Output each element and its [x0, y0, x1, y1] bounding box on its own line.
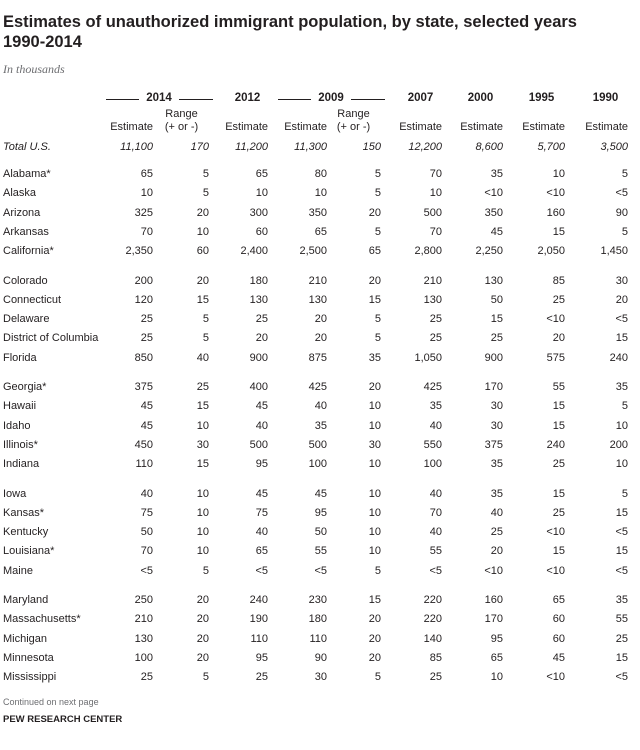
- table-cell: 350: [308, 207, 327, 219]
- table-cell: 20: [490, 545, 503, 557]
- state-label: Alabama*: [3, 168, 51, 180]
- table-cell: 110: [250, 633, 268, 645]
- table-cell: 15: [196, 400, 209, 412]
- table-cell: 50: [490, 294, 503, 306]
- table-cell: 25: [615, 633, 628, 645]
- table-cell: 10: [552, 168, 565, 180]
- total-row-label: Total U.S.: [3, 141, 51, 153]
- table-cell: 65: [255, 168, 268, 180]
- table-cell: 35: [490, 488, 503, 500]
- table-cell: 130: [423, 294, 442, 306]
- table-cell: 70: [429, 168, 442, 180]
- table-cell: 210: [134, 613, 153, 625]
- table-cell: 25: [552, 507, 565, 519]
- table-cell: 15: [615, 652, 628, 664]
- table-cell: <10: [546, 671, 565, 683]
- state-label: Massachusetts*: [3, 613, 81, 625]
- table-cell: 25: [552, 458, 565, 470]
- table-cell: 15: [552, 420, 565, 432]
- table-cell: 55: [429, 545, 442, 557]
- table-cell: 900: [249, 352, 268, 364]
- table-cell: 90: [314, 652, 327, 664]
- table-cell: 40: [429, 488, 442, 500]
- table-cell: 500: [423, 207, 442, 219]
- table-cell: 20: [196, 652, 209, 664]
- table-cell: 2,400: [240, 245, 268, 257]
- total-cell: 170: [190, 141, 209, 153]
- table-cell: <5: [255, 565, 268, 577]
- table-cell: 95: [314, 507, 327, 519]
- table-cell: <10: [546, 187, 565, 199]
- table-cell: 60: [196, 245, 209, 257]
- table-cell: 130: [308, 294, 327, 306]
- table-cell: 95: [255, 652, 268, 664]
- table-cell: <10: [484, 187, 503, 199]
- table-cell: <5: [615, 526, 628, 538]
- table-cell: 250: [134, 594, 153, 606]
- table-cell: 85: [429, 652, 442, 664]
- table-cell: 20: [368, 613, 381, 625]
- table-cell: 10: [196, 420, 209, 432]
- table-cell: 375: [484, 439, 503, 451]
- table-cell: 50: [314, 526, 327, 538]
- table-cell: 15: [196, 458, 209, 470]
- table-cell: 5: [374, 332, 381, 344]
- table-cell: 1,050: [414, 352, 442, 364]
- state-label: Kansas*: [3, 507, 44, 519]
- table-cell: 450: [134, 439, 153, 451]
- table-cell: 25: [196, 381, 209, 393]
- table-cell: 85: [552, 275, 565, 287]
- table-cell: 45: [490, 226, 503, 238]
- table-cell: 15: [552, 226, 565, 238]
- state-label: Maine: [3, 565, 33, 577]
- state-label: Arkansas: [3, 226, 49, 238]
- table-cell: 5: [621, 400, 628, 412]
- table-cell: 70: [429, 507, 442, 519]
- table-cell: 10: [196, 545, 209, 557]
- table-cell: 100: [134, 652, 153, 664]
- table-cell: 220: [423, 613, 442, 625]
- table-cell: 575: [546, 352, 565, 364]
- table-cell: 120: [134, 294, 153, 306]
- table-cell: <5: [140, 565, 153, 577]
- continued-note: Continued on next page: [3, 697, 99, 707]
- table-cell: 40: [429, 526, 442, 538]
- column-header-range-1-sub: (+ or -): [164, 121, 199, 133]
- state-label: Delaware: [3, 313, 50, 325]
- total-cell: 11,100: [120, 141, 153, 153]
- table-cell: 10: [429, 187, 442, 199]
- source-label: PEW RESEARCH CENTER: [3, 714, 123, 725]
- table-cell: 20: [196, 613, 209, 625]
- state-label: Connecticut: [3, 294, 62, 306]
- table-cell: 25: [429, 313, 442, 325]
- table-cell: 210: [423, 275, 442, 287]
- table-cell: 2,050: [537, 245, 565, 257]
- column-header-range-1: Range: [165, 108, 198, 120]
- table-cell: 20: [615, 294, 628, 306]
- total-cell: 5,700: [537, 141, 565, 153]
- table-cell: 500: [308, 439, 327, 451]
- table-cell: 5: [621, 168, 628, 180]
- table-cell: 40: [429, 420, 442, 432]
- table-cell: 45: [314, 488, 327, 500]
- table-cell: 50: [140, 526, 153, 538]
- table-cell: 70: [140, 226, 153, 238]
- table-cell: 5: [202, 313, 209, 325]
- table-cell: 40: [140, 488, 153, 500]
- table-cell: <5: [314, 565, 327, 577]
- table-cell: 190: [249, 613, 268, 625]
- table-cell: 10: [196, 488, 209, 500]
- table-cell: <5: [615, 671, 628, 683]
- table-cell: 55: [552, 381, 565, 393]
- table-cell: 30: [368, 439, 381, 451]
- table-cell: 20: [368, 652, 381, 664]
- state-label: Maryland: [3, 594, 49, 606]
- table-cell: 45: [140, 420, 153, 432]
- table-cell: 25: [255, 671, 268, 683]
- column-header-estimate-0: Estimate: [110, 121, 153, 133]
- year-header-2007: 2007: [407, 92, 434, 104]
- table-cell: 5: [374, 168, 381, 180]
- table-cell: 210: [308, 275, 327, 287]
- table-cell: 10: [615, 458, 628, 470]
- table-cell: <5: [615, 565, 628, 577]
- table-cell: 200: [134, 275, 153, 287]
- table-cell: 15: [490, 313, 503, 325]
- table-cell: 20: [255, 332, 268, 344]
- table-cell: 850: [134, 352, 153, 364]
- table-cell: 20: [196, 633, 209, 645]
- table-cell: 25: [140, 671, 153, 683]
- state-label: Florida: [3, 352, 37, 364]
- table-cell: 900: [484, 352, 503, 364]
- table-cell: 90: [615, 207, 628, 219]
- table-cell: 240: [546, 439, 565, 451]
- table-cell: 20: [368, 381, 381, 393]
- table-cell: 35: [368, 352, 381, 364]
- table-cell: 25: [552, 294, 565, 306]
- table-cell: 20: [314, 332, 327, 344]
- table-cell: 30: [314, 671, 327, 683]
- table-cell: 45: [255, 488, 268, 500]
- table-cell: 10: [368, 507, 381, 519]
- table-cell: 110: [135, 458, 153, 470]
- total-cell: 8,600: [475, 141, 503, 153]
- table-cell: 20: [552, 332, 565, 344]
- table-cell: 20: [314, 313, 327, 325]
- year-header-2012: 2012: [234, 92, 261, 104]
- table-cell: 10: [140, 187, 153, 199]
- table-cell: <10: [484, 565, 503, 577]
- state-label: Indiana: [3, 458, 40, 470]
- table-cell: 35: [615, 381, 628, 393]
- table-cell: 15: [552, 488, 565, 500]
- total-cell: 12,200: [408, 141, 442, 153]
- state-label: Colorado: [3, 275, 48, 287]
- table-cell: 875: [308, 352, 327, 364]
- table-cell: 5: [374, 313, 381, 325]
- table-cell: 10: [368, 526, 381, 538]
- table-cell: 55: [615, 613, 628, 625]
- state-label: Iowa: [3, 488, 27, 500]
- table-cell: 220: [423, 594, 442, 606]
- table-cell: 40: [196, 352, 209, 364]
- table-cell: 180: [249, 275, 268, 287]
- table-cell: 70: [140, 545, 153, 557]
- table-cell: 30: [490, 420, 503, 432]
- table-cell: 5: [374, 671, 381, 683]
- table-cell: 10: [490, 671, 503, 683]
- state-label: Arizona: [3, 207, 41, 219]
- table-cell: 40: [490, 507, 503, 519]
- total-cell: 11,200: [235, 141, 268, 153]
- table-cell: 55: [314, 545, 327, 557]
- column-header-estimate-2: Estimate: [225, 121, 268, 133]
- table-cell: 5: [374, 226, 381, 238]
- year-header-2009: 2009: [311, 92, 351, 105]
- table-cell: 70: [429, 226, 442, 238]
- table-cell: 15: [615, 507, 628, 519]
- table-cell: <10: [546, 565, 565, 577]
- table-cell: 2,800: [414, 245, 442, 257]
- column-header-estimate-5: Estimate: [399, 121, 442, 133]
- table-cell: 400: [249, 381, 268, 393]
- table-cell: 15: [196, 294, 209, 306]
- table-cell: 550: [423, 439, 442, 451]
- table-cell: 170: [484, 613, 503, 625]
- year-header-1995: 1995: [528, 92, 555, 104]
- table-title: Estimates of unauthorized immigrant population, by state, selected years 1990-2014: [3, 13, 577, 51]
- table-cell: <5: [615, 313, 628, 325]
- table-cell: 20: [196, 275, 209, 287]
- table-cell: 160: [546, 207, 565, 219]
- table-cell: 100: [308, 458, 327, 470]
- table-cell: 425: [308, 381, 327, 393]
- state-label: Kentucky: [3, 526, 49, 538]
- column-header-estimate-6: Estimate: [460, 121, 503, 133]
- table-cell: 15: [552, 400, 565, 412]
- table-cell: 40: [255, 526, 268, 538]
- state-label: Georgia*: [3, 381, 47, 393]
- table-cell: 10: [255, 187, 268, 199]
- table-cell: 25: [140, 332, 153, 344]
- table-cell: 60: [255, 226, 268, 238]
- table-cell: 20: [368, 275, 381, 287]
- table-cell: 140: [423, 633, 442, 645]
- column-header-estimate-3: Estimate: [284, 121, 327, 133]
- table-cell: 25: [490, 526, 503, 538]
- table-cell: 5: [374, 565, 381, 577]
- table-cell: 15: [615, 545, 628, 557]
- state-label: Louisiana*: [3, 545, 55, 557]
- table-cell: 10: [196, 526, 209, 538]
- table-cell: <5: [615, 187, 628, 199]
- table-cell: 5: [202, 565, 209, 577]
- table-cell: 40: [255, 420, 268, 432]
- total-cell: 11,300: [294, 141, 327, 153]
- table-cell: 10: [368, 488, 381, 500]
- table-cell: 5: [621, 488, 628, 500]
- table-cell: 15: [368, 594, 381, 606]
- table-cell: 10: [368, 420, 381, 432]
- table-cell: 350: [484, 207, 503, 219]
- column-header-estimate-8: Estimate: [585, 121, 628, 133]
- table-cell: <10: [546, 313, 565, 325]
- table-cell: 375: [134, 381, 153, 393]
- table-cell: 35: [490, 458, 503, 470]
- table-cell: 60: [552, 633, 565, 645]
- table-cell: 45: [255, 400, 268, 412]
- table-cell: 45: [552, 652, 565, 664]
- table-cell: 130: [134, 633, 153, 645]
- table-cell: 95: [255, 458, 268, 470]
- table-cell: 240: [609, 352, 628, 364]
- table-cell: 10: [368, 458, 381, 470]
- table-cell: 130: [249, 294, 268, 306]
- table-cell: 200: [609, 439, 628, 451]
- column-header-estimate-7: Estimate: [522, 121, 565, 133]
- table-cell: 130: [484, 275, 503, 287]
- table-cell: 425: [423, 381, 442, 393]
- table-cell: 65: [552, 594, 565, 606]
- table-cell: 65: [140, 168, 153, 180]
- table-cell: 10: [314, 187, 327, 199]
- table-cell: 35: [314, 420, 327, 432]
- table-cell: 10: [615, 420, 628, 432]
- table-cell: 1,450: [600, 245, 628, 257]
- year-header-2000: 2000: [467, 92, 494, 104]
- table-cell: 75: [255, 507, 268, 519]
- table-cell: 30: [196, 439, 209, 451]
- table-cell: 30: [490, 400, 503, 412]
- table-cell: 170: [484, 381, 503, 393]
- year-header-2014: 2014: [139, 92, 179, 105]
- table-cell: 30: [615, 275, 628, 287]
- table-cell: 60: [552, 613, 565, 625]
- table-cell: 10: [196, 507, 209, 519]
- table-cell: 65: [314, 226, 327, 238]
- table-cell: 10: [368, 400, 381, 412]
- table-cell: 110: [309, 633, 327, 645]
- table-cell: 500: [249, 439, 268, 451]
- table-cell: 25: [255, 313, 268, 325]
- table-cell: <5: [429, 565, 442, 577]
- table-cell: 15: [615, 332, 628, 344]
- table-cell: 5: [202, 187, 209, 199]
- total-cell: 150: [362, 141, 381, 153]
- table-cell: 160: [484, 594, 503, 606]
- state-label: Alaska: [3, 187, 37, 199]
- table-cell: 25: [429, 332, 442, 344]
- table-cell: 15: [552, 545, 565, 557]
- table-cell: 10: [368, 545, 381, 557]
- column-header-range-4: Range: [337, 108, 370, 120]
- state-label: Illinois*: [3, 439, 38, 451]
- state-label: Mississippi: [3, 671, 57, 683]
- table-cell: 300: [249, 207, 268, 219]
- table-cell: 75: [140, 507, 153, 519]
- table-cell: 20: [196, 207, 209, 219]
- table-cell: 80: [314, 168, 327, 180]
- table-cell: 45: [140, 400, 153, 412]
- state-label: Hawaii: [3, 400, 37, 412]
- table-cell: 20: [368, 207, 381, 219]
- table-cell: 5: [202, 332, 209, 344]
- table-cell: 2,350: [125, 245, 153, 257]
- table-cell: 5: [202, 168, 209, 180]
- state-label: Minnesota: [3, 652, 54, 664]
- table-cell: 100: [423, 458, 442, 470]
- state-label: Michigan: [3, 633, 48, 645]
- table-cell: 65: [255, 545, 268, 557]
- table-cell: 2,250: [475, 245, 503, 257]
- table-cell: 240: [249, 594, 268, 606]
- state-label: District of Columbia: [3, 332, 99, 344]
- table-cell: 25: [140, 313, 153, 325]
- state-label: California*: [3, 245, 54, 257]
- table-cell: 325: [134, 207, 153, 219]
- table-cell: 95: [490, 633, 503, 645]
- table-cell: 5: [621, 226, 628, 238]
- table-cell: 20: [368, 633, 381, 645]
- table-cell: 35: [490, 168, 503, 180]
- table-cell: 35: [429, 400, 442, 412]
- table-cell: 65: [368, 245, 381, 257]
- table-cell: <10: [546, 526, 565, 538]
- table-cell: 40: [314, 400, 327, 412]
- table-cell: 10: [196, 226, 209, 238]
- table-cell: 2,500: [299, 245, 327, 257]
- table-cell: 5: [374, 187, 381, 199]
- table-cell: 180: [308, 613, 327, 625]
- table-cell: 230: [308, 594, 327, 606]
- table-cell: 5: [202, 671, 209, 683]
- state-label: Idaho: [3, 420, 31, 432]
- table-cell: 35: [615, 594, 628, 606]
- table-cell: 15: [368, 294, 381, 306]
- table-cell: 20: [196, 594, 209, 606]
- column-header-range-4-sub: (+ or -): [336, 121, 371, 133]
- table-cell: 65: [490, 652, 503, 664]
- total-cell: 3,500: [600, 141, 628, 153]
- table-cell: 25: [429, 671, 442, 683]
- table-subtitle: In thousands: [3, 62, 65, 76]
- table-cell: 25: [490, 332, 503, 344]
- year-header-1990: 1990: [592, 92, 619, 104]
